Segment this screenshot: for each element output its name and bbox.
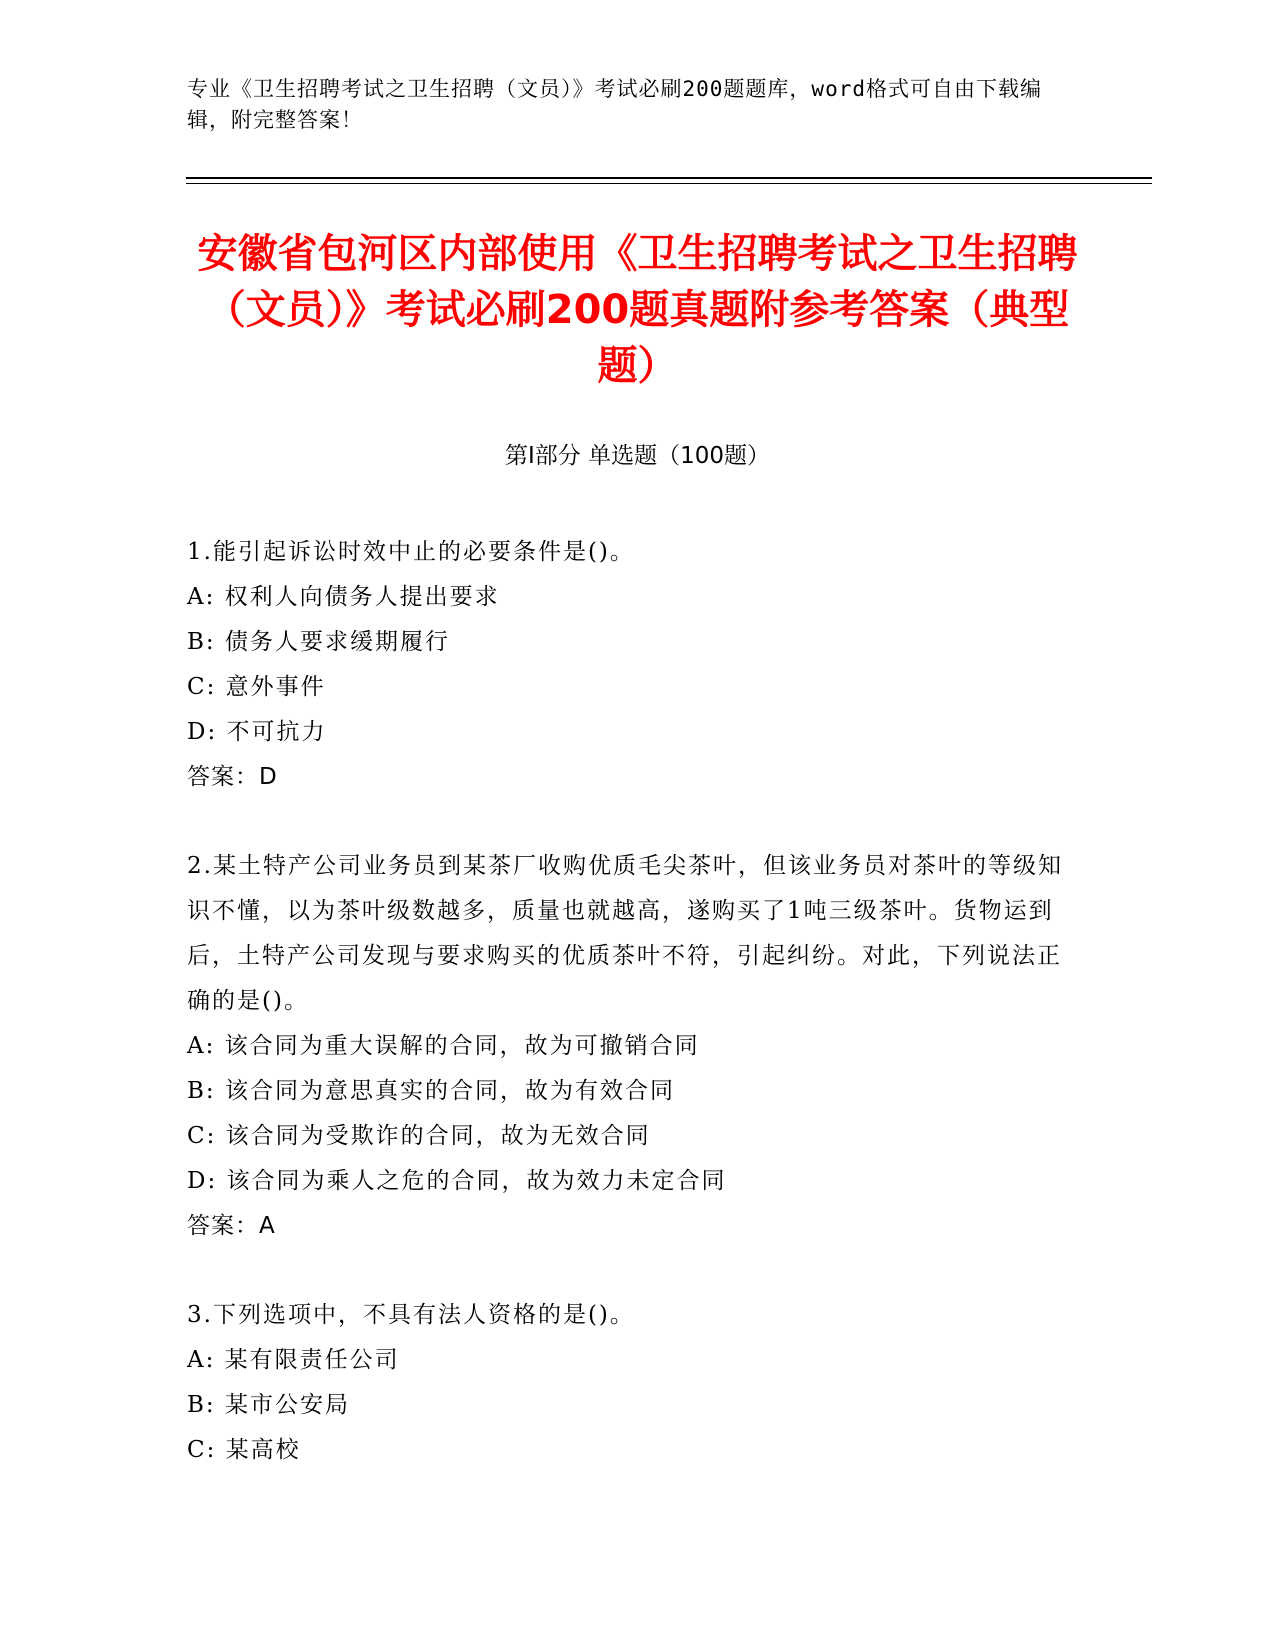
option-b: B: 债务人要求缓期履行 bbox=[187, 629, 450, 655]
option-d: D: 不可抗力 bbox=[187, 719, 327, 745]
question-3 bbox=[187, 1293, 1067, 1473]
answer: 答案：A bbox=[187, 1213, 276, 1239]
answer: 答案：D bbox=[187, 764, 278, 790]
question-1 bbox=[187, 530, 1067, 800]
option-c: C: 某高校 bbox=[187, 1437, 301, 1463]
question-stem: 1.能引起诉讼时效中止的必要条件是()。 bbox=[187, 539, 635, 565]
option-b: B: 某市公安局 bbox=[187, 1392, 350, 1418]
question-2 bbox=[187, 844, 1067, 1249]
option-a: A: 某有限责任公司 bbox=[187, 1347, 400, 1373]
section-title: 第Ⅰ部分 单选题（100题） bbox=[505, 443, 770, 469]
question-list bbox=[187, 530, 1067, 1517]
question-stem: 2.某土特产公司业务员到某茶厂收购优质毛尖茶叶，但该业务员对茶叶的等级知识不懂，以为茶叶级数越多，质量也就越高，遂购买了1吨三级茶叶。货物运到后，土特产公司发现与要求购买的优质茶叶不符，引起纠纷。对此，下列说法正确的是()。 bbox=[187, 853, 1063, 1014]
option-c: C: 意外事件 bbox=[187, 674, 326, 700]
header-divider-thin bbox=[186, 183, 1152, 184]
header-note: 专业《卫生招聘考试之卫生招聘（文员）》考试必刷200题题库，word格式可自由下载编辑，附完整答案！ bbox=[187, 77, 1042, 132]
option-c: C: 该合同为受欺诈的合同，故为无效合同 bbox=[187, 1123, 651, 1149]
document-title: 安徽省包河区内部使用《卫生招聘考试之卫生招聘（文员）》考试必刷200题真题附参考答案（典型题） bbox=[197, 231, 1078, 389]
question-stem: 3.下列选项中，不具有法人资格的是()。 bbox=[187, 1302, 635, 1328]
option-a: A: 该合同为重大误解的合同，故为可撤销合同 bbox=[187, 1033, 700, 1059]
option-b: B: 该合同为意思真实的合同，故为有效合同 bbox=[187, 1078, 675, 1104]
option-d: D: 该合同为乘人之危的合同，故为效力未定合同 bbox=[187, 1168, 727, 1194]
option-a: A: 权利人向债务人提出要求 bbox=[187, 584, 500, 610]
header-divider-thick bbox=[186, 177, 1152, 179]
